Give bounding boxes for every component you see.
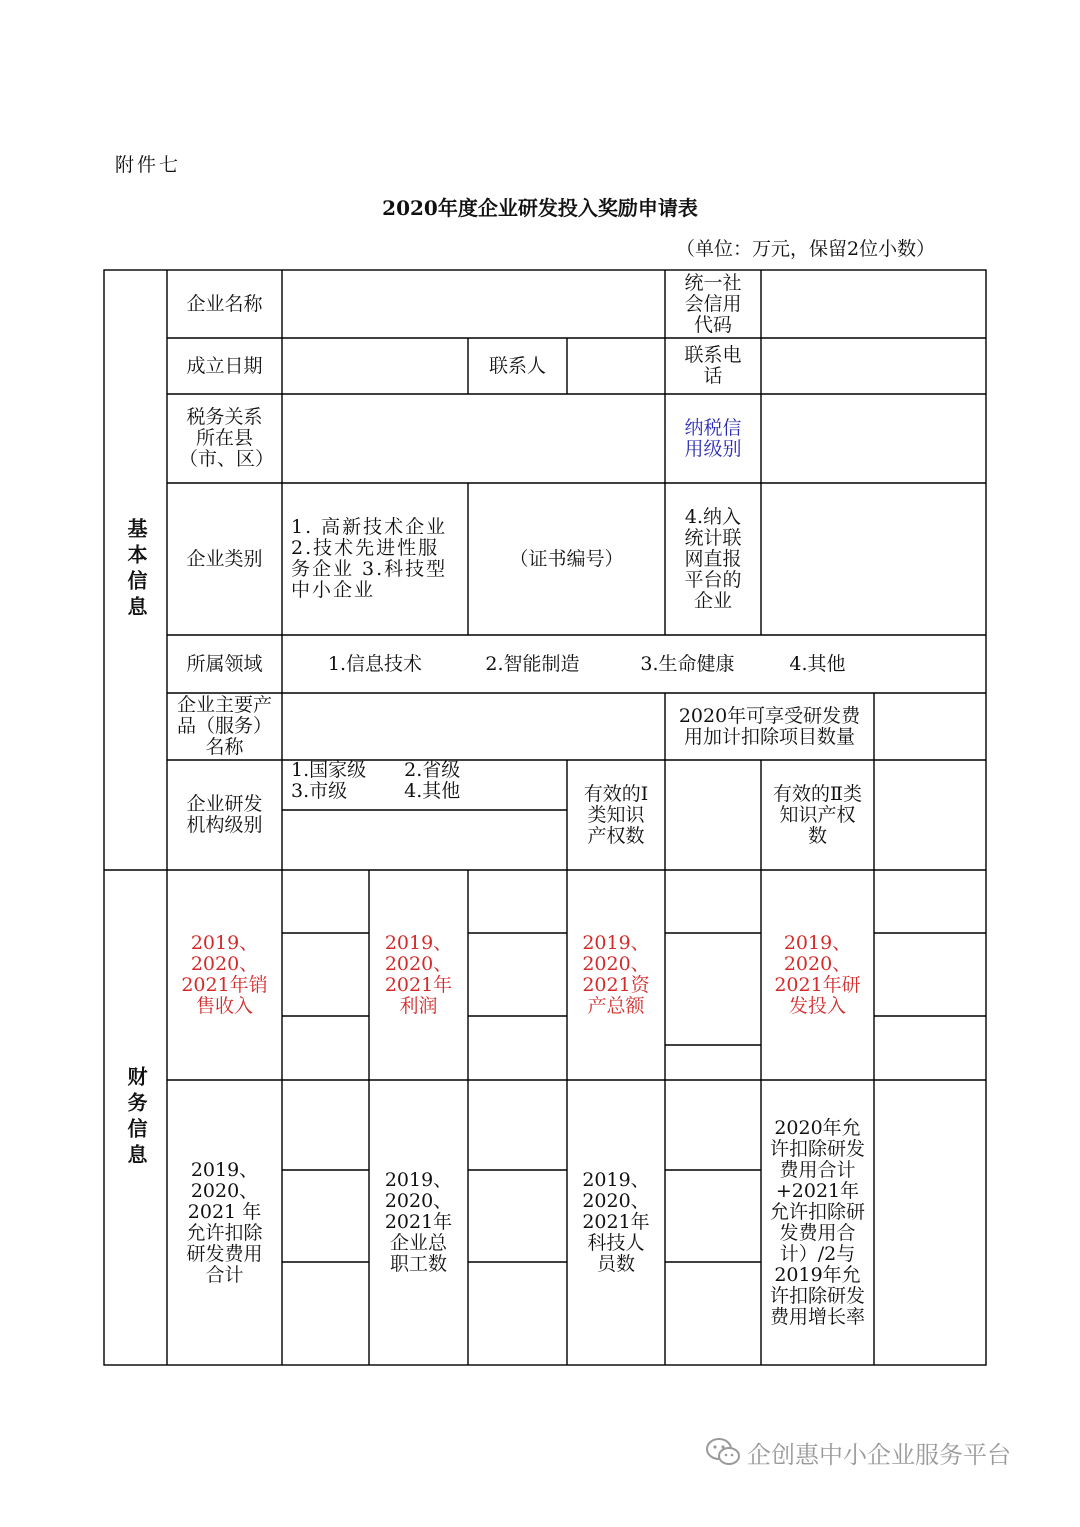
watermark (705, 1430, 1050, 1474)
label-growth-rate: 2020年允许扣除研发费用合计+2021年允许扣除研发费用合计）/2与2019年允许扣除研发费用增长率 (769, 1116, 865, 1328)
deductible-items-field[interactable] (874, 693, 986, 760)
credit-code-field[interactable] (761, 270, 986, 338)
label-field: 所属领域 (186, 652, 263, 675)
label-company-name: 企业名称 (186, 292, 263, 315)
label-contact-phone: 联系电话 (684, 344, 742, 387)
label-company-type: 企业类别 (186, 547, 263, 570)
company-name-field[interactable] (282, 270, 665, 338)
label-contact-person: 联系人 (488, 354, 546, 377)
label-sales-revenue: 2019、2020、2021年销售收入 (181, 932, 268, 1017)
label-stats-platform: 4.纳入统计联网直报平台的企业 (684, 505, 742, 612)
wechat-icon (705, 1437, 741, 1467)
field-option-life-health[interactable]: 3.生命健康 (640, 652, 735, 675)
main-products-field[interactable] (282, 693, 665, 760)
form-title: 2020年度企业研发投入奖励申请表 (382, 196, 698, 220)
field-option-smart-manufacturing[interactable]: 2.智能制造 (485, 652, 580, 675)
label-founded-date: 成立日期 (186, 354, 263, 377)
certificate-number-label: （证书编号） (509, 547, 624, 570)
tax-county-field[interactable] (282, 394, 665, 483)
field-option-it[interactable]: 1.信息技术 (327, 652, 423, 675)
label-tax-credit-level: 纳税信用级别 (684, 416, 742, 460)
section-finance-info: 财务信息 (124, 1065, 148, 1170)
rd-org-level-field[interactable] (282, 810, 567, 870)
tax-credit-level-field[interactable] (761, 394, 986, 483)
unit-note: （单位：万元，保留2位小数） (676, 238, 936, 260)
label-credit-code: 统一社会信用代码 (684, 271, 742, 336)
watermark-text: 企创惠中小企业服务平台 (747, 1440, 1011, 1469)
label-rd-investment: 2019、2020、2021年研发投入 (774, 932, 861, 1017)
ip-class2-field[interactable] (874, 760, 986, 870)
label-total-employees: 2019、2020、2021年企业总职工数 (384, 1169, 453, 1275)
label-rd-org-level: 企业研发机构级别 (186, 793, 263, 836)
label-tech-staff: 2019、2020、2021年科技人员数 (582, 1169, 650, 1275)
contact-person-field[interactable] (567, 338, 665, 394)
stats-platform-field[interactable] (761, 483, 986, 635)
label-total-assets: 2019、2020、2021资产总额 (582, 932, 650, 1017)
label-main-products: 企业主要产品（服务）名称 (177, 694, 273, 758)
ip-class1-field[interactable] (665, 760, 761, 870)
label-ip-class1: 有效的Ⅰ类知识产权数 (583, 782, 649, 847)
rd-org-options-line1[interactable]: 1.国家级 2.省级 (291, 759, 461, 781)
attachment-label: 附件七 (115, 154, 182, 176)
rd-org-options-line2[interactable]: 3.市级 4.其他 (291, 780, 461, 802)
label-tax-county: 税务关系所在县（市、区） (179, 406, 275, 470)
label-deductible-items: 2020年可享受研发费用加计扣除项目数量 (678, 704, 861, 748)
label-profit: 2019、2020、2021年利润 (384, 932, 453, 1017)
label-ip-class2: 有效的Ⅱ类知识产权数 (773, 782, 862, 847)
founded-date-field[interactable] (282, 338, 468, 394)
label-deductible-rd-total: 2019、2020、2021 年允许扣除研发费用合计 (186, 1158, 263, 1286)
section-basic-info: 基本信息 (124, 518, 148, 622)
contact-phone-field[interactable] (761, 338, 986, 394)
company-type-options: 1. 高新技术企业 2.技术先进性服务企业 3.科技型中小企业 (291, 516, 448, 601)
field-option-other[interactable]: 4.其他 (789, 652, 846, 675)
